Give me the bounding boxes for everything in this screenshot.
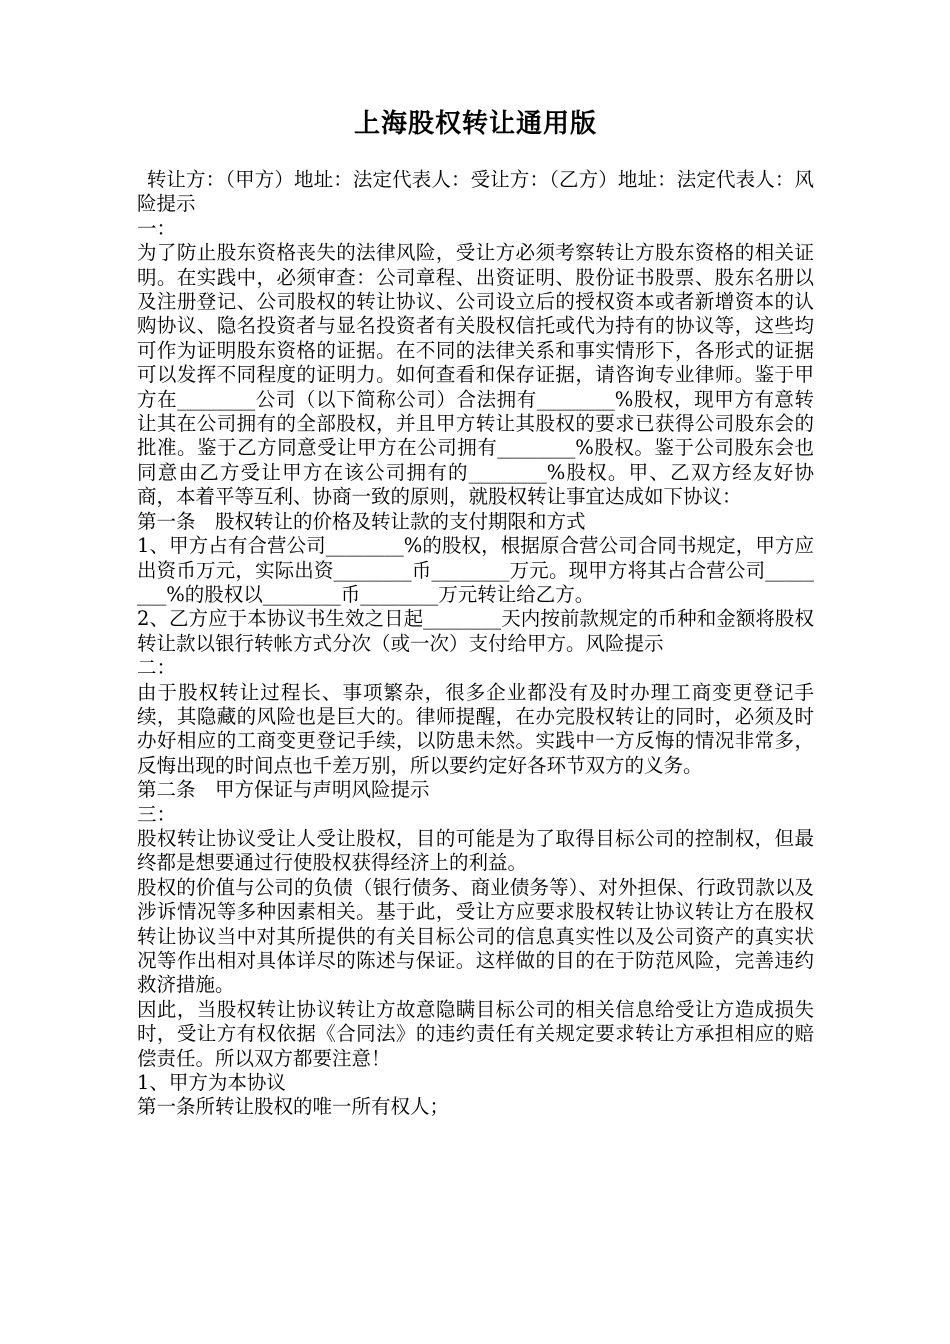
body-paragraph: 因此，当股权转让协议转让方故意隐瞒目标公司的相关信息给受让方造成损失时，受让方有权依据《合同法》的违约责任有关规定要求转让方承担相应的赔偿责任。所以双方都要注意！	[137, 997, 814, 1070]
risk-heading-2: 二：	[137, 656, 177, 680]
risk-heading-1: 一：	[137, 216, 177, 240]
body-paragraph: 股权转让协议受让人受让股权，目的可能是为了取得目标公司的控制权，但最终都是想要通过行使股权获得经济上的利益。	[137, 826, 814, 875]
body-paragraph: 股权的价值与公司的负债（银行债务、商业债务等）、对外担保、行政罚款以及涉诉情况等多种因素相关。基于此，受让方应要求股权转让协议转让方在股权转让协议当中对其所提供的有关目标公司的信息真实性以及公司资产的真实状况等作出相对具体详尽的陈述与保证。这样做的目的在于防范风险，完善违约救济措施。	[137, 875, 814, 997]
article-1-heading: 第一条 股权转让的价格及转让款的支付期限和方式	[137, 509, 586, 533]
body-paragraph: 由于股权转让过程长、事项繁杂，很多企业都没有及时办理工商变更登记手续，其隐藏的风险也是巨大的。律师提醒，在办完股权转让的同时，必须及时办好相应的工商变更登记手续，以防患未然。实践中一方反悔的情况非常多，反悔出现的时间点也千差万别，所以要约定好各环节双方的义务。	[137, 680, 814, 777]
clause-paragraph: 2、乙方应于本协议书生效之日起________天内按前款规定的币种和金额将股权转让款以银行转帐方式分次（或一次）支付给甲方。风险提示	[137, 607, 814, 655]
parties-paragraph: 转让方：（甲方）地址：法定代表人：受让方：（乙方）地址：法定代表人：风险提示	[137, 168, 814, 216]
clause-paragraph: 1、甲方为本协议	[137, 1071, 286, 1095]
body-paragraph: 为了防止股东资格丧失的法律风险，受让方必须考察转让方股东资格的相关证明。在实践中，必须审查：公司章程、出资证明、股份证书股票、股东名册以及注册登记、公司股权的转让协议、公司设立后的授权资本或者新增资本的认购协议、隐名投资者与显名投资者有关股权信托或代为持有的协议等，这些均可作为证明股东资格的证据。在不同的法律关系和事实情形下，各形式的证据可以发挥不同程度的证明力。如何查看和保存证据，请咨询专业律师。鉴于甲方在________公司（以下简称公司）合法拥有________%股权，现甲方有意转让其在公司拥有的全部股权，并且甲方转让其股权的要求已获得公司股东会的批准。鉴于乙方同意受让甲方在公司拥有________%股权。鉴于公司股东会也同意由乙方受让甲方在该公司拥有的________%股权。甲、乙双方经友好协商，本着平等互利、协商一致的原则，就股权转让事宜达成如下协议：	[137, 241, 814, 509]
document-title: 上海股权转让通用版	[353, 109, 597, 139]
risk-heading-3: 三：	[137, 802, 177, 826]
clause-paragraph: 1、甲方占有合营公司________%的股权，根据原合营公司合同书规定，甲方应出资币万元，实际出资________币________万元。现甲方将其占合营公司________%的股权以________币________万元转让给乙方。	[137, 534, 814, 606]
article-2-heading: 第二条 甲方保证与声明风险提示	[137, 778, 430, 802]
clause-paragraph: 第一条所转让股权的唯一所有权人；	[137, 1095, 450, 1119]
